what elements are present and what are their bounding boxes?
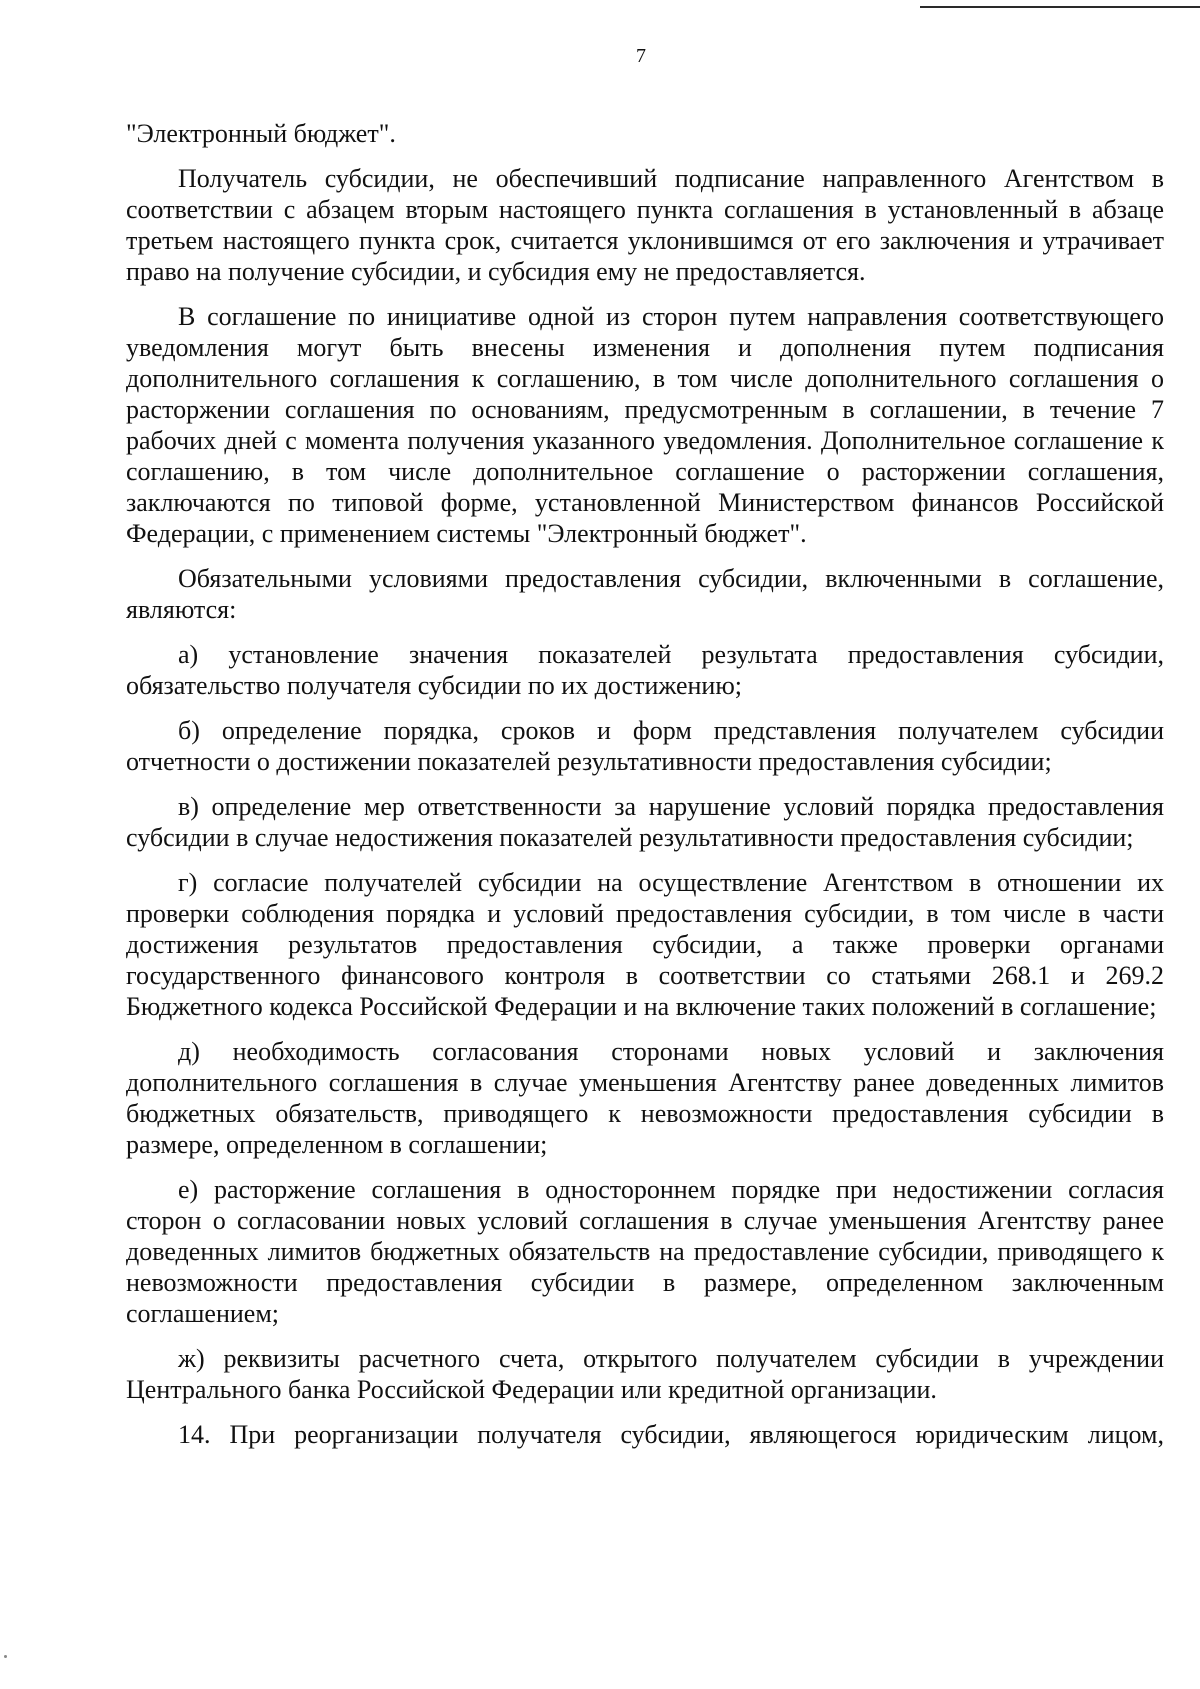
- scan-speck: [4, 1655, 7, 1658]
- paragraph-continuation: "Электронный бюджет".: [126, 119, 396, 148]
- list-item-a: а) установление значения показателей результата предоставления субсидии, обязательство получателя субсидии по их достижению;: [126, 640, 1164, 700]
- list-item-d: д) необходимость согласования сторонами новых условий и заключения дополнительного соглашения в случае уменьшения Агентству ранее доведенных лимитов бюджетных обязательств, приводящего к невозможности предоставления субсидии в размере, определенном в соглашении;: [126, 1037, 1164, 1159]
- list-item-g: г) согласие получателей субсидии на осуществление Агентством в отношении их проверки соблюдения порядка и условий предоставления субсидии, в том числе в части достижения результатов предоставления субсидии, а также проверки органами государственного финансового контроля в соответствии со статьями 268.1 и 269.2 Бюджетного кодекса Российской Федерации и на включение таких положений в соглашение;: [126, 868, 1164, 1021]
- page-number: 7: [636, 45, 646, 67]
- list-item-zh: ж) реквизиты расчетного счета, открытого получателем субсидии в учреждении Центрального банка Российской Федерации или кредитной организации.: [126, 1344, 1164, 1404]
- list-item-b: б) определение порядка, сроков и форм представления получателем субсидии отчетности о достижении показателей результативности предоставления субсидии;: [126, 716, 1164, 776]
- document-body: [126, 118, 1164, 1450]
- paragraph-mandatory-conditions: Обязательными условиями предоставления субсидии, включенными в соглашение, являются:: [126, 564, 1164, 624]
- list-item-e: е) расторжение соглашения в одностороннем порядке при недостижении согласия сторон о согласовании новых условий соглашения в случае уменьшения Агентству ранее доведенных лимитов бюджетных обязательств на предоставление субсидии, приводящего к невозможности предоставления субсидии в размере, определенном заключенным соглашением;: [126, 1175, 1164, 1328]
- paragraph-section-14: 14. При реорганизации получателя субсидии, являющегося юридическим лицом,: [178, 1420, 1164, 1449]
- list-item-v: в) определение мер ответственности за нарушение условий порядка предоставления субсидии в случае недостижения показателей результативности предоставления субсидии;: [126, 792, 1164, 852]
- paragraph-amendments: В соглашение по инициативе одной из сторон путем направления соответствующего уведомления могут быть внесены изменения и дополнения путем подписания дополнительного соглашения к соглашению, в том числе дополнительного соглашения о расторжении соглашения по основаниям, предусмотренным в соглашении, в течение 7 рабочих дней с момента получения указанного уведомления. Дополнительное соглашение к соглашению, в том числе дополнительное соглашение о расторжении соглашения, заключаются по типовой форме, установленной Министерством финансов Российской Федерации, с применением системы "Электронный бюджет".: [126, 302, 1164, 548]
- scan-top-rule: [920, 6, 1200, 8]
- paragraph-evasion: Получатель субсидии, не обеспечивший подписание направленного Агентством в соответствии с абзацем вторым настоящего пункта соглашения в установленный в абзаце третьем настоящего пункта срок, считается уклонившимся от его заключения и утрачивает право на получение субсидии, и субсидия ему не предоставляется.: [126, 164, 1164, 286]
